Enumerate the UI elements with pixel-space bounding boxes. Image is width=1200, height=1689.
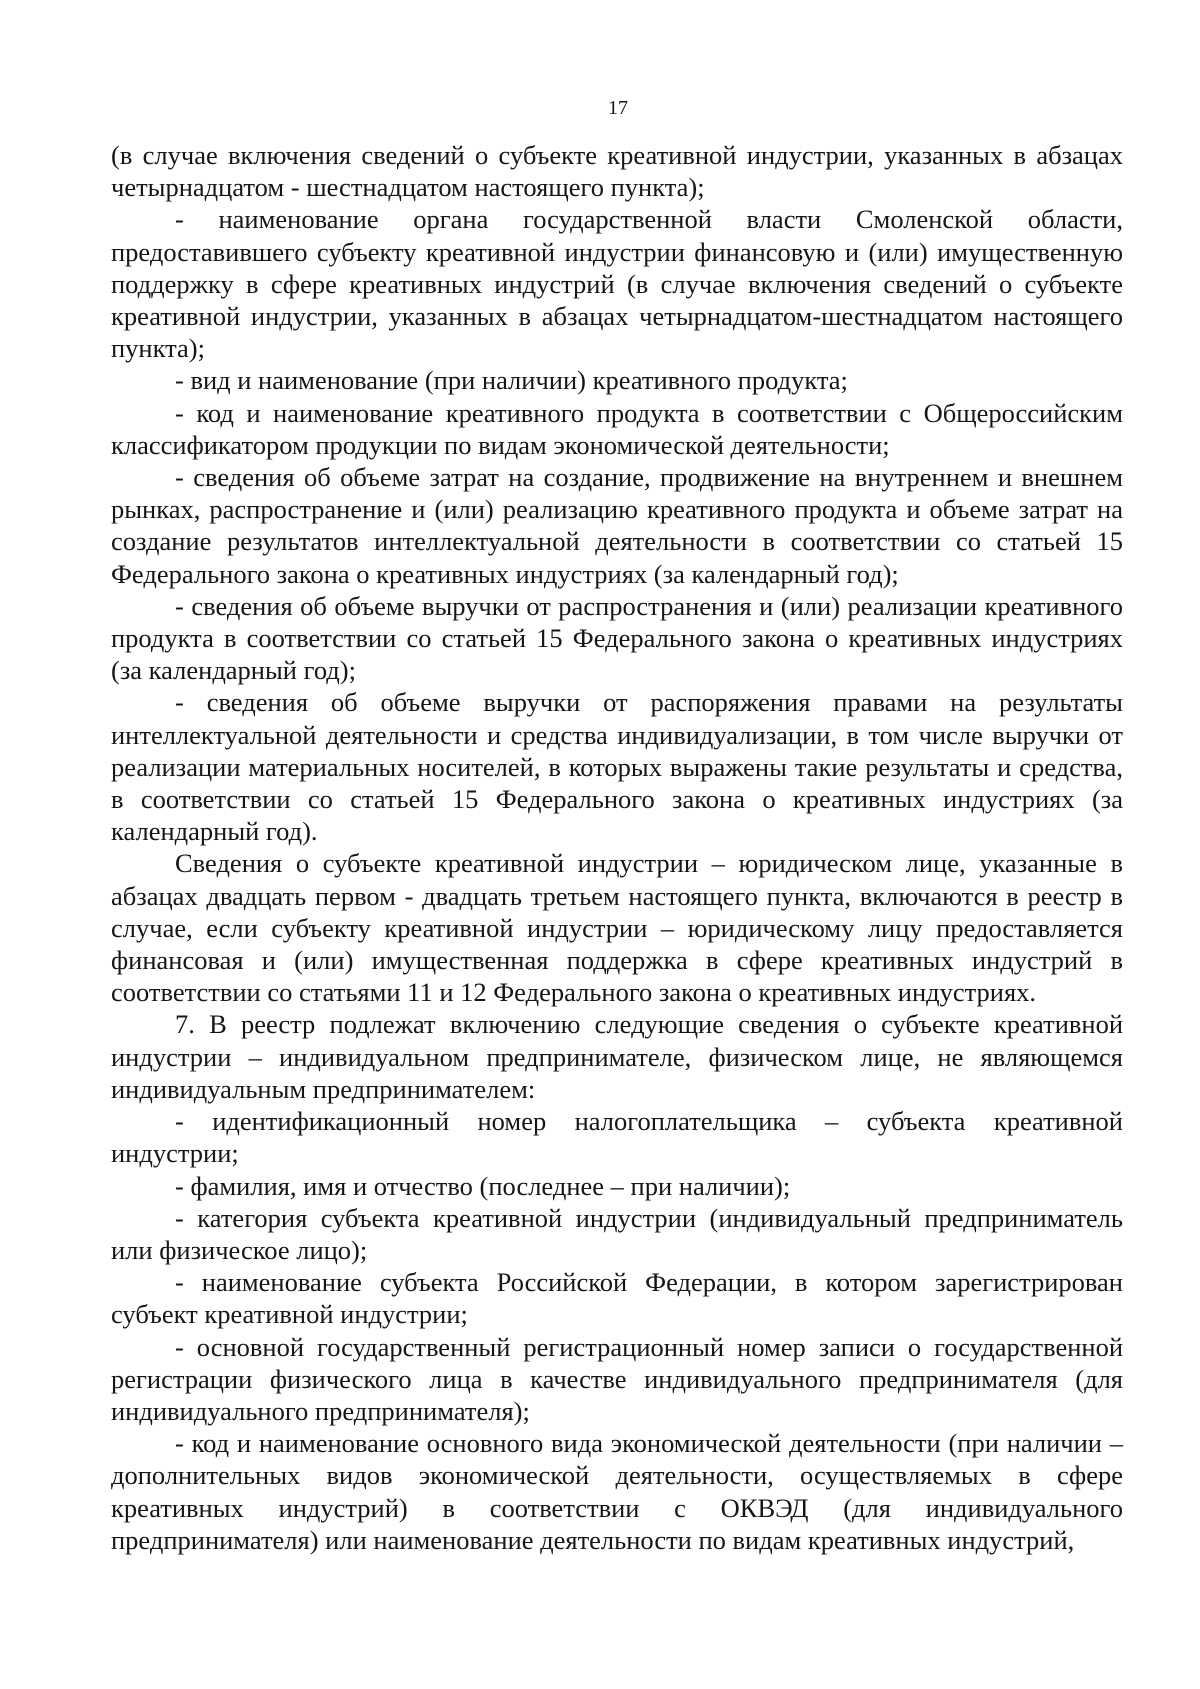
list-item-region: - наименование субъекта Российской Федерации, в котором зарегистрирован субъект креативной индустрии; — [111, 1267, 1123, 1330]
list-item-inn: - идентификационный номер налогоплательщика – субъекта креативной индустрии; — [111, 1106, 1123, 1169]
list-item-authority-name: - наименование органа государственной власти Смоленской области, предоставившего субъекту креативной индустрии финансовую и (или) имущественную поддержку в сфере креативных индустрий (в случае включения сведений о субъекте креативной индустрии, указанных в абзацах четырнадцатом-шестнадцатом настоящего пункта); — [111, 204, 1123, 364]
paragraph-continuation: (в случае включения сведений о субъекте креативной индустрии, указанных в абзацах четырнадцатом - шестнадцатом настоящего пункта); — [111, 140, 1123, 203]
list-item-okved: - код и наименование основного вида экономической деятельности (при наличии – дополнительных видов экономической деятельности, осуществляемых в сфере креативных индустрий) в соответствии с ОКВЭД (для индивидуального предпринимателя) или наименование деятельности по видам креативных индустрий, — [111, 1428, 1123, 1555]
paragraph-legal-entity-note: Сведения о субъекте креативной индустрии – юридическом лице, указанные в абзацах двадцать первом - двадцать третьем настоящего пункта, включаются в реестр в случае, если субъекту креативной индустрии – юридическому лицу предоставляется финансовая и (или) имущественная поддержка в сфере креативных индустрий в соответствии со статьями 11 и 12 Федерального закона о креативных индустриях. — [111, 848, 1123, 1008]
document-body — [111, 139, 1123, 1556]
paragraph-item-7: 7. В реестр подлежат включению следующие сведения о субъекте креативной индустрии – индивидуальном предпринимателе, физическом лице, не являющемся индивидуальным предпринимателем: — [111, 1009, 1123, 1104]
list-item-product-type: - вид и наименование (при наличии) креативного продукта; — [175, 365, 848, 396]
list-item-revenue-rights: - сведения об объеме выручки от распоряжения правами на результаты интеллектуальной деятельности и средства индивидуализации, в том числе выручки от реализации материальных носителей, в которых выражены такие результаты и средства, в соответствии со статьей 15 Федерального закона о креативных индустриях (за календарный год). — [111, 687, 1123, 847]
list-item-ogrnip: - основной государственный регистрационный номер записи о государственной регистрации физического лица в качестве индивидуального предпринимателя (для индивидуального предпринимателя); — [111, 1331, 1123, 1426]
page-number: 17 — [608, 97, 628, 119]
list-item-product-code: - код и наименование креативного продукта в соответствии с Общероссийским классификатором продукции по видам экономической деятельности; — [111, 397, 1123, 460]
list-item-full-name: - фамилия, имя и отчество (последнее – при наличии); — [175, 1170, 791, 1201]
list-item-costs: - сведения об объеме затрат на создание, продвижение на внутреннем и внешнем рынках, распространение и (или) реализацию креативного продукта и объеме затрат на создание результатов интеллектуальной деятельности в соответствии со статьей 15 Федерального закона о креативных индустриях (за календарный год); — [111, 462, 1123, 589]
list-item-category: - категория субъекта креативной индустрии (индивидуальный предприниматель или физическое лицо); — [111, 1202, 1123, 1265]
list-item-revenue-distribution: - сведения об объеме выручки от распространения и (или) реализации креативного продукта в соответствии со статьей 15 Федерального закона о креативных индустриях (за календарный год); — [111, 590, 1123, 686]
